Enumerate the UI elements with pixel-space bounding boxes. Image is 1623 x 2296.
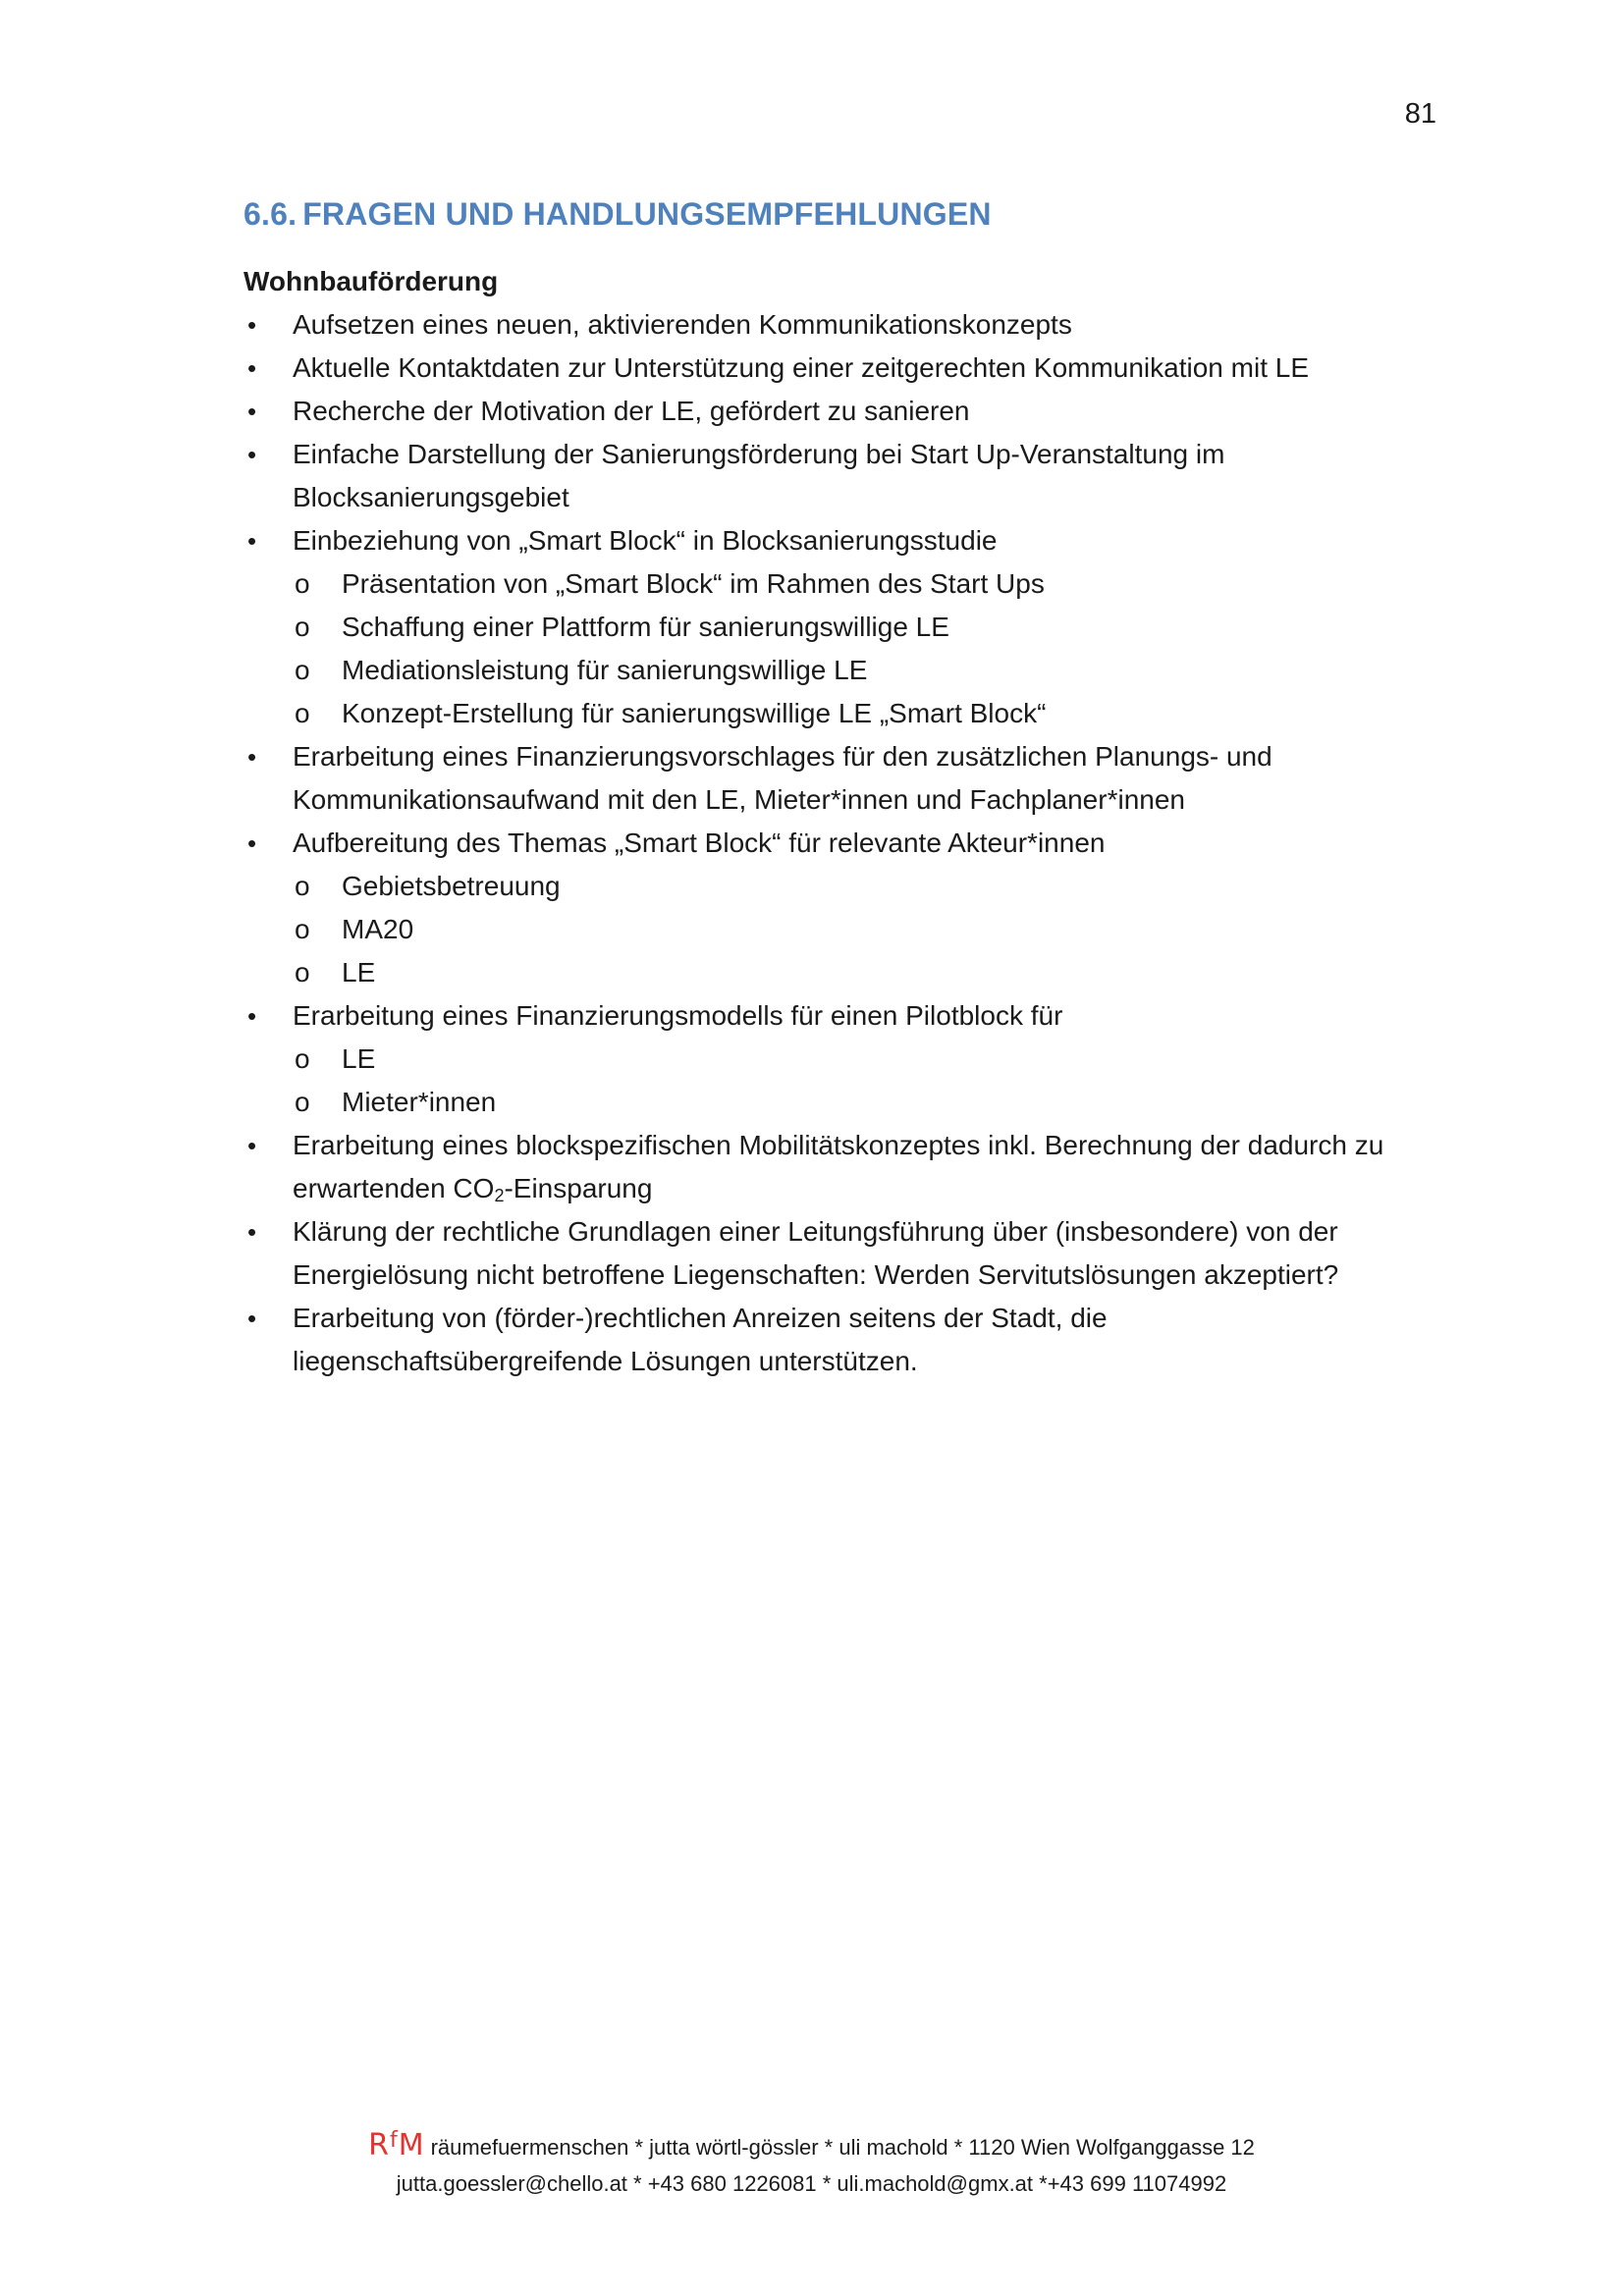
subsection-title: Wohnbauförderung: [243, 266, 499, 296]
list-item-text: Einbeziehung von „Smart Block“ in Blocksanierungsstudie: [293, 525, 998, 556]
list-item-text: Einfache Darstellung der Sanierungsförderung bei Start Up-Veranstaltung im Blocksanierungsgebiet: [293, 439, 1225, 512]
circle-bullet-icon: o: [295, 914, 310, 944]
sub-list-item: [293, 606, 1422, 649]
sub-list-item-text: LE: [342, 957, 376, 988]
list-item: [243, 994, 1422, 1124]
circle-bullet-icon: o: [295, 1043, 310, 1074]
list-item: [243, 822, 1422, 994]
page-number: 81: [1404, 98, 1436, 130]
sub-list-item-text: Mieter*innen: [342, 1087, 497, 1117]
sub-list-item-text: Konzept-Erstellung für sanierungswillige LE „Smart Block“: [342, 698, 1047, 728]
circle-bullet-icon: o: [295, 612, 310, 642]
list-item-text: Klärung der rechtliche Grundlagen einer Leitungsführung über (insbesondere) von der Energielösung nicht betroffene Liegenschaften: Werden Servitutslösungen akzeptiert?: [293, 1216, 1339, 1290]
sub-list: [293, 562, 1422, 735]
document-body: [243, 260, 1422, 1383]
circle-bullet-icon: o: [295, 655, 310, 685]
sub-list-item: [293, 649, 1422, 692]
sub-list-item-text: Gebietsbetreuung: [342, 871, 561, 901]
sub-list-item: [293, 1081, 1422, 1124]
bullet-icon: •: [247, 397, 257, 426]
list-item: [243, 1210, 1422, 1297]
sub-list-item-text: Mediationsleistung für sanierungswillige LE: [342, 655, 868, 685]
recommendation-list: [243, 303, 1422, 1383]
list-item-text: Aufbereitung des Themas „Smart Block“ für relevante Akteur*innen: [293, 828, 1106, 858]
list-item-text: Aufsetzen eines neuen, aktivierenden Kommunikationskonzepts: [293, 309, 1072, 340]
list-item: [243, 519, 1422, 735]
list-item: [243, 390, 1422, 433]
sub-list-item: [293, 562, 1422, 606]
bullet-icon: •: [247, 353, 257, 383]
bullet-icon: •: [247, 1217, 257, 1247]
bullet-icon: •: [247, 828, 257, 858]
list-item: [243, 1297, 1422, 1383]
bullet-icon: •: [247, 440, 257, 469]
rfm-logo: $R^fM$: [368, 2128, 425, 2163]
footer-line-1: [0, 2128, 1623, 2163]
section-heading: [243, 196, 992, 233]
circle-bullet-icon: o: [295, 871, 310, 901]
sub-list-item: [293, 1038, 1422, 1081]
circle-bullet-icon: o: [295, 568, 310, 599]
list-item: [243, 433, 1422, 519]
sub-list: [293, 865, 1422, 994]
list-item-text: Erarbeitung eines Finanzierungsvorschlages für den zusätzlichen Planungs- und Kommunikationsaufwand mit den LE, Mieter*innen und Fachplaner*innen: [293, 741, 1272, 815]
bullet-icon: •: [247, 310, 257, 340]
bullet-icon: •: [247, 526, 257, 556]
list-item: [243, 735, 1422, 822]
sub-list-item: [293, 951, 1422, 994]
footer-line-2: jutta.goessler@chello.at * +43 680 1226081 * uli.machold@gmx.at *+43 699 11074992: [396, 2171, 1227, 2196]
circle-bullet-icon: o: [295, 698, 310, 728]
footer-address: räumefuermenschen * jutta wörtl-gössler * uli machold * 1120 Wien Wolfganggasse 12: [430, 2135, 1255, 2160]
sub-list-item: [293, 865, 1422, 908]
bullet-icon: •: [247, 742, 257, 772]
sub-list: [293, 1038, 1422, 1124]
list-item: [243, 347, 1422, 390]
list-item-text: Erarbeitung von (förder-)rechtlichen Anreizen seitens der Stadt, die liegenschaftsübergreifende Lösungen unterstützen.: [293, 1303, 1108, 1376]
bullet-icon: •: [247, 1001, 257, 1031]
list-item-text: Erarbeitung eines blockspezifischen Mobilitätskonzeptes inkl. Berechnung der dadurch zu erwartenden $CO_2$-Einsparung: [293, 1130, 1384, 1205]
section-heading-number: 6.6.: [243, 196, 298, 232]
sub-list-item-text: Präsentation von „Smart Block“ im Rahmen des Start Ups: [342, 568, 1045, 599]
bullet-icon: •: [247, 1304, 257, 1333]
list-item-text: Erarbeitung eines Finanzierungsmodells für einen Pilotblock für: [293, 1000, 1063, 1031]
list-item: [243, 303, 1422, 347]
sub-list-item-text: Schaffung einer Plattform für sanierungswillige LE: [342, 612, 949, 642]
section-heading-title: FRAGEN UND HANDLUNGSEMPFEHLUNGEN: [302, 196, 992, 232]
circle-bullet-icon: o: [295, 1087, 310, 1117]
list-item-text: Recherche der Motivation der LE, gefördert zu sanieren: [293, 396, 970, 426]
circle-bullet-icon: o: [295, 957, 310, 988]
sub-list-item: [293, 908, 1422, 951]
sub-list-item: [293, 692, 1422, 735]
sub-list-item-text: MA20: [342, 914, 414, 944]
bullet-icon: •: [247, 1131, 257, 1160]
list-item: [243, 1124, 1422, 1210]
list-item-text: Aktuelle Kontaktdaten zur Unterstützung einer zeitgerechten Kommunikation mit LE: [293, 352, 1310, 383]
sub-list-item-text: LE: [342, 1043, 376, 1074]
